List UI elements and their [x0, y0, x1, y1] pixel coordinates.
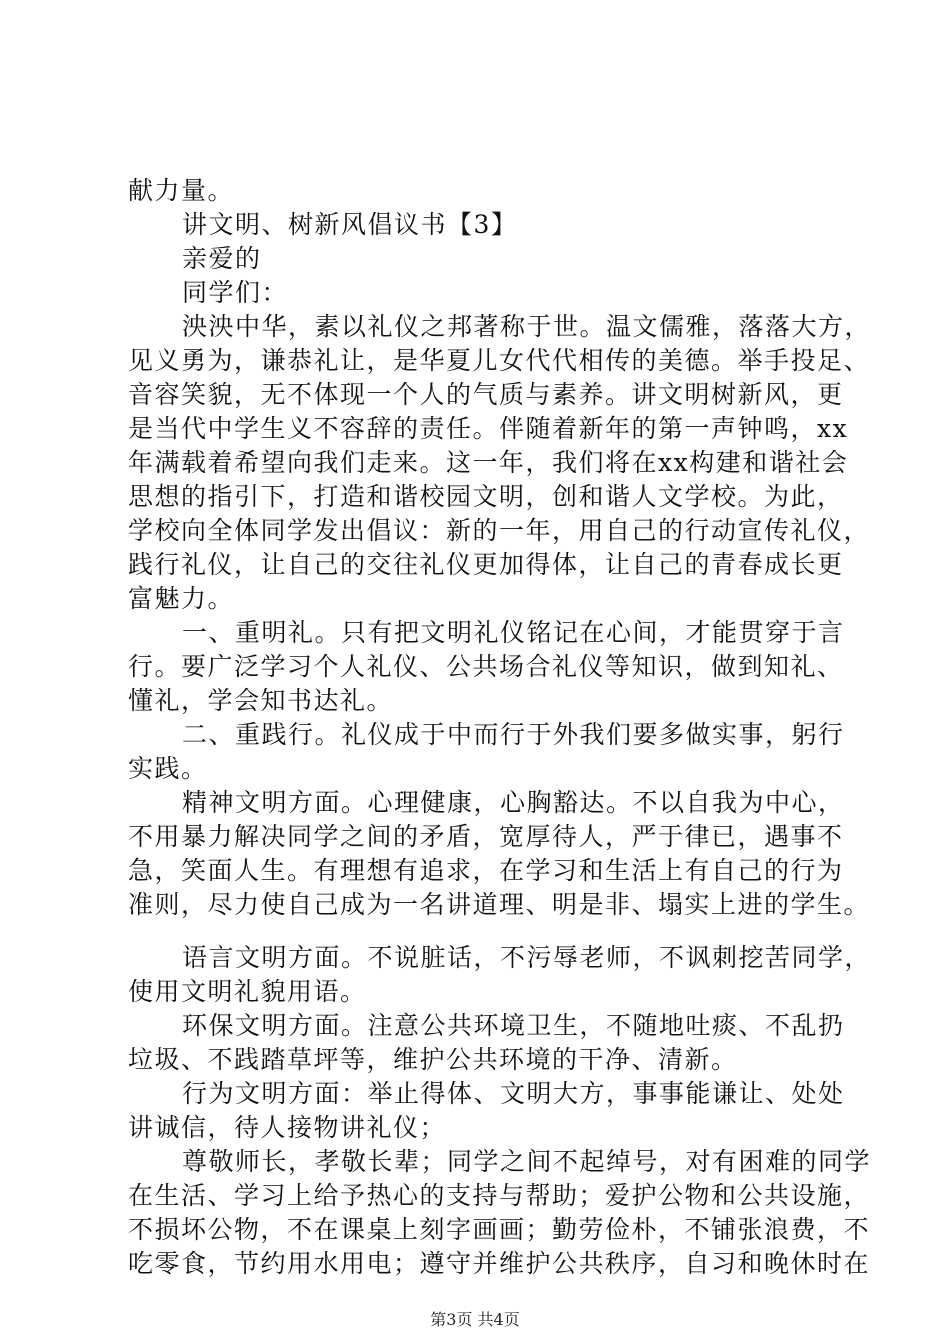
text-line: 音容笑貌，无不体现一个人的气质与素养。讲文明树新风，更 — [128, 380, 844, 409]
text-line: 年满载着希望向我们走来。这一年，我们将在xx构建和谐社会 — [128, 448, 849, 477]
salutation-line: 同学们： — [182, 278, 289, 307]
text-line: 富魅力。 — [128, 584, 235, 613]
text-line: 行。要广泛学习个人礼仪、公共场合礼仪等知识，做到知礼、 — [128, 652, 844, 681]
text-line: 践行礼仪，让自己的交往礼仪更加得体，让自己的青春成长更 — [128, 550, 844, 579]
section-title: 讲文明、树新风倡议书【3】 — [182, 210, 518, 239]
text-line: 见义勇为，谦恭礼让，是华夏儿女代代相传的美德。举手投足、 — [128, 346, 871, 375]
text-line: 学校向全体同学发出倡议：新的一年，用自己的行动宣传礼仪， — [128, 516, 871, 545]
text-line: 讲诚信，待人接物讲礼仪； — [128, 1113, 447, 1142]
text-line: 行为文明方面：举止得体、文明大方，事事能谦让、处处 — [182, 1079, 845, 1108]
text-line: 吃零食，节约用水用电；遵守并维护公共秩序，自习和晚休时在 — [128, 1249, 871, 1278]
text-line: 懂礼，学会知书达礼。 — [128, 686, 394, 715]
text-line: 二、重践行。礼仪成于中而行于外我们要多做实事，躬行 — [182, 720, 845, 749]
text-line: 垃圾、不践踏草坪等，维护公共环境的干净、清新。 — [128, 1045, 738, 1074]
text-line: 一、重明礼。只有把文明礼仪铭记在心间，才能贯穿于言 — [182, 618, 845, 647]
text-line: 精神文明方面。心理健康，心胸豁达。不以自我为中心， — [182, 788, 845, 817]
text-line: 语言文明方面。不说脏话，不污辱老师，不讽刺挖苦同学， — [182, 943, 872, 972]
salutation-line: 亲爱的 — [182, 244, 262, 273]
text-line: 环保文明方面。注意公共环境卫生，不随地吐痰、不乱扔 — [182, 1011, 845, 1040]
text-line: 是当代中学生义不容辞的责任。伴随着新年的第一声钟鸣，xx — [128, 414, 849, 443]
text-line: 思想的指引下，打造和谐校园文明，创和谐人文学校。为此， — [128, 482, 844, 511]
text-line: 不用暴力解决同学之间的矛盾，宽厚待人，严于律已，遇事不 — [128, 822, 844, 851]
text-line: 尊敬师长，孝敬长辈；同学之间不起绰号，对有困难的同学 — [182, 1147, 872, 1176]
text-line: 准则，尽力使自己成为一名讲道理、明是非、塌实上进的学生。 — [128, 890, 871, 919]
text-line: 急，笑面人生。有理想有追求，在学习和生活上有自己的行为 — [128, 856, 844, 885]
text-line: 献力量。 — [128, 176, 235, 205]
text-line: 在生活、学习上给予热心的支持与帮助；爱护公物和公共设施， — [128, 1181, 871, 1210]
text-line: 实践。 — [128, 754, 208, 783]
text-line: 泱泱中华，素以礼仪之邦著称于世。温文儒雅，落落大方， — [182, 312, 872, 341]
page-number-footer: 第3页 共4页 — [430, 1310, 520, 1329]
text-line: 不损坏公物，不在课桌上刻字画画；勤劳俭朴，不铺张浪费，不 — [128, 1215, 871, 1244]
text-line: 使用文明礼貌用语。 — [128, 977, 367, 1006]
